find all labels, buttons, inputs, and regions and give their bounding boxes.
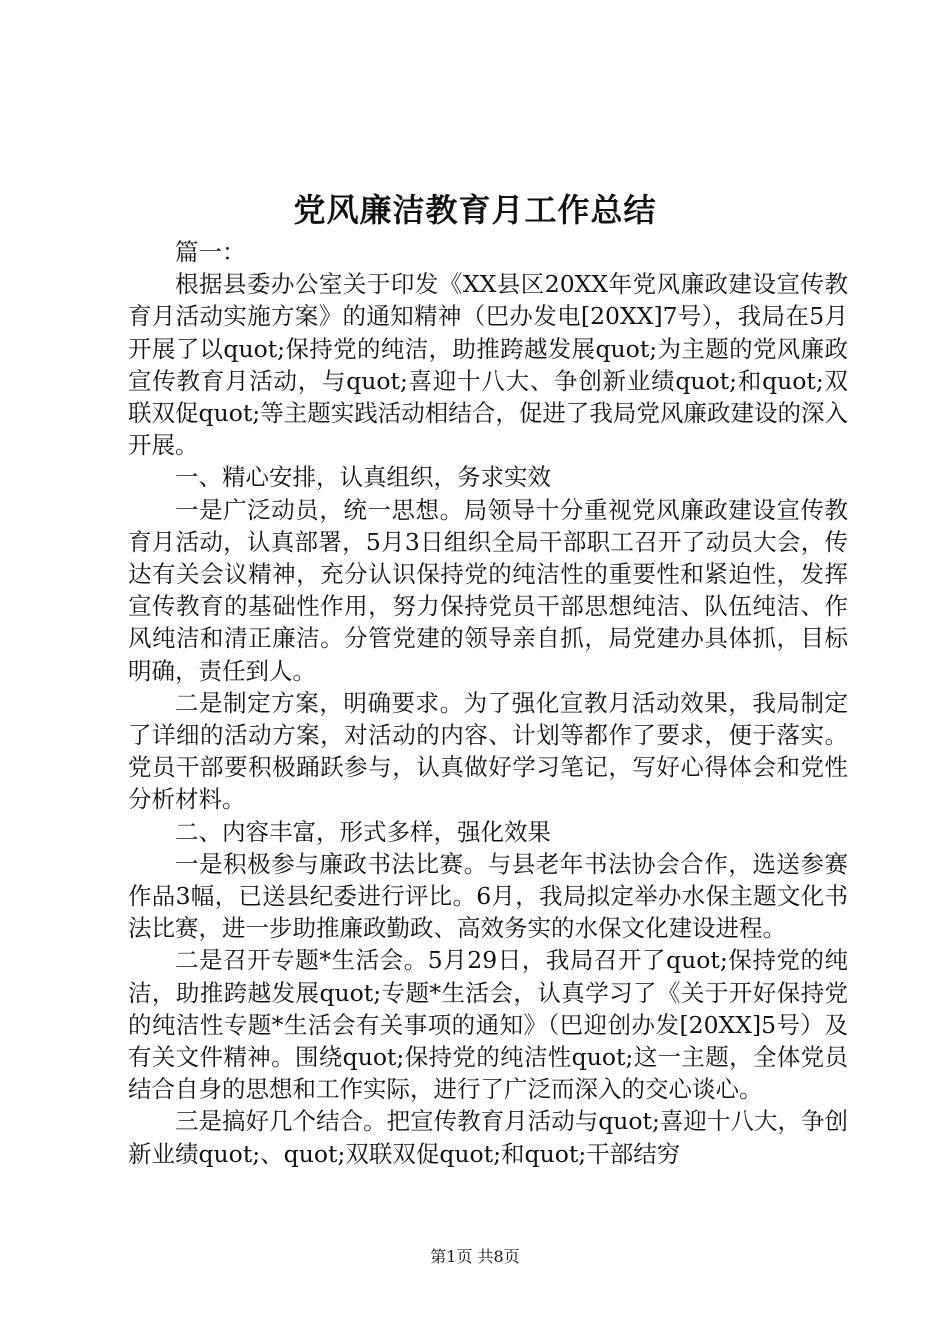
page-number-footer: 第1页 共8页 (430, 1247, 520, 1266)
paragraph: 一是广泛动员，统一思想。局领导十分重视党风廉政建设宣传教育月活动，认真部署，5月3日组织全局干部职工召开了动员大会，传达有关会议精神，充分认识保持党的纯洁性的重要性和紧迫性，发挥宣传教育的基础性作用，努力保持党员干部思想纯洁、队伍纯洁、作风纯洁和清正廉洁。分管党建的领导亲自抓，局党建办具体抓，目标明确，责任到人。 (128, 495, 848, 685)
paragraph: 二是制定方案，明确要求。为了强化宣教月活动效果，我局制定了详细的活动方案，对活动的内容、计划等都作了要求，便于落实。党员干部要积极踊跃参与，认真做好学习笔记，写好心得体会和党性分析材料。 (128, 688, 848, 814)
section-heading-part-one: 篇一： (175, 238, 246, 266)
paragraph: 一是积极参与廉政书法比赛。与县老年书法协会合作，选送参赛作品3幅，已送县纪委进行评比。6月，我局拟定举办水保主题文化书法比赛，进一步助推廉政勤政、高效务实的水保文化建设进程。 (128, 849, 848, 943)
paragraph: 二是召开专题*生活会。5月29日，我局召开了quot;保持党的纯洁，助推跨越发展quot;专题*生活会，认真学习了《关于开好保持党的纯洁性专题*生活会有关事项的通知》（巴迎创办发[20XX]5号）及有关文件精神。围绕quot;保持党的纯洁性quot;这一主题，全体党员结合自身的思想和工作实际，进行了广泛而深入的交心谈心。 (128, 946, 848, 1104)
paragraph: 根据县委办公室关于印发《XX县区20XX年党风廉政建设宣传教育月活动实施方案》的通知精神（巴办发电[20XX]7号），我局在5月开展了以quot;保持党的纯洁，助推跨越发展quot;为主题的党风廉政宣传教育月活动，与quot;喜迎十八大、争创新业绩quot;和quot;双联双促quot;等主题实践活动相结合，促进了我局党风廉政建设的深入开展。 (128, 270, 848, 460)
document-title: 党风廉洁教育月工作总结 (293, 191, 657, 229)
document-body (128, 236, 848, 1170)
section-heading: 二、内容丰富，形式多样，强化效果 (175, 817, 551, 846)
section-heading: 一、精心安排，认真组织，务求实效 (175, 463, 551, 492)
paragraph: 三是搞好几个结合。把宣传教育月活动与quot;喜迎十八大，争创新业绩quot;、quot;双联双促quot;和quot;干部结穷 (128, 1107, 848, 1168)
